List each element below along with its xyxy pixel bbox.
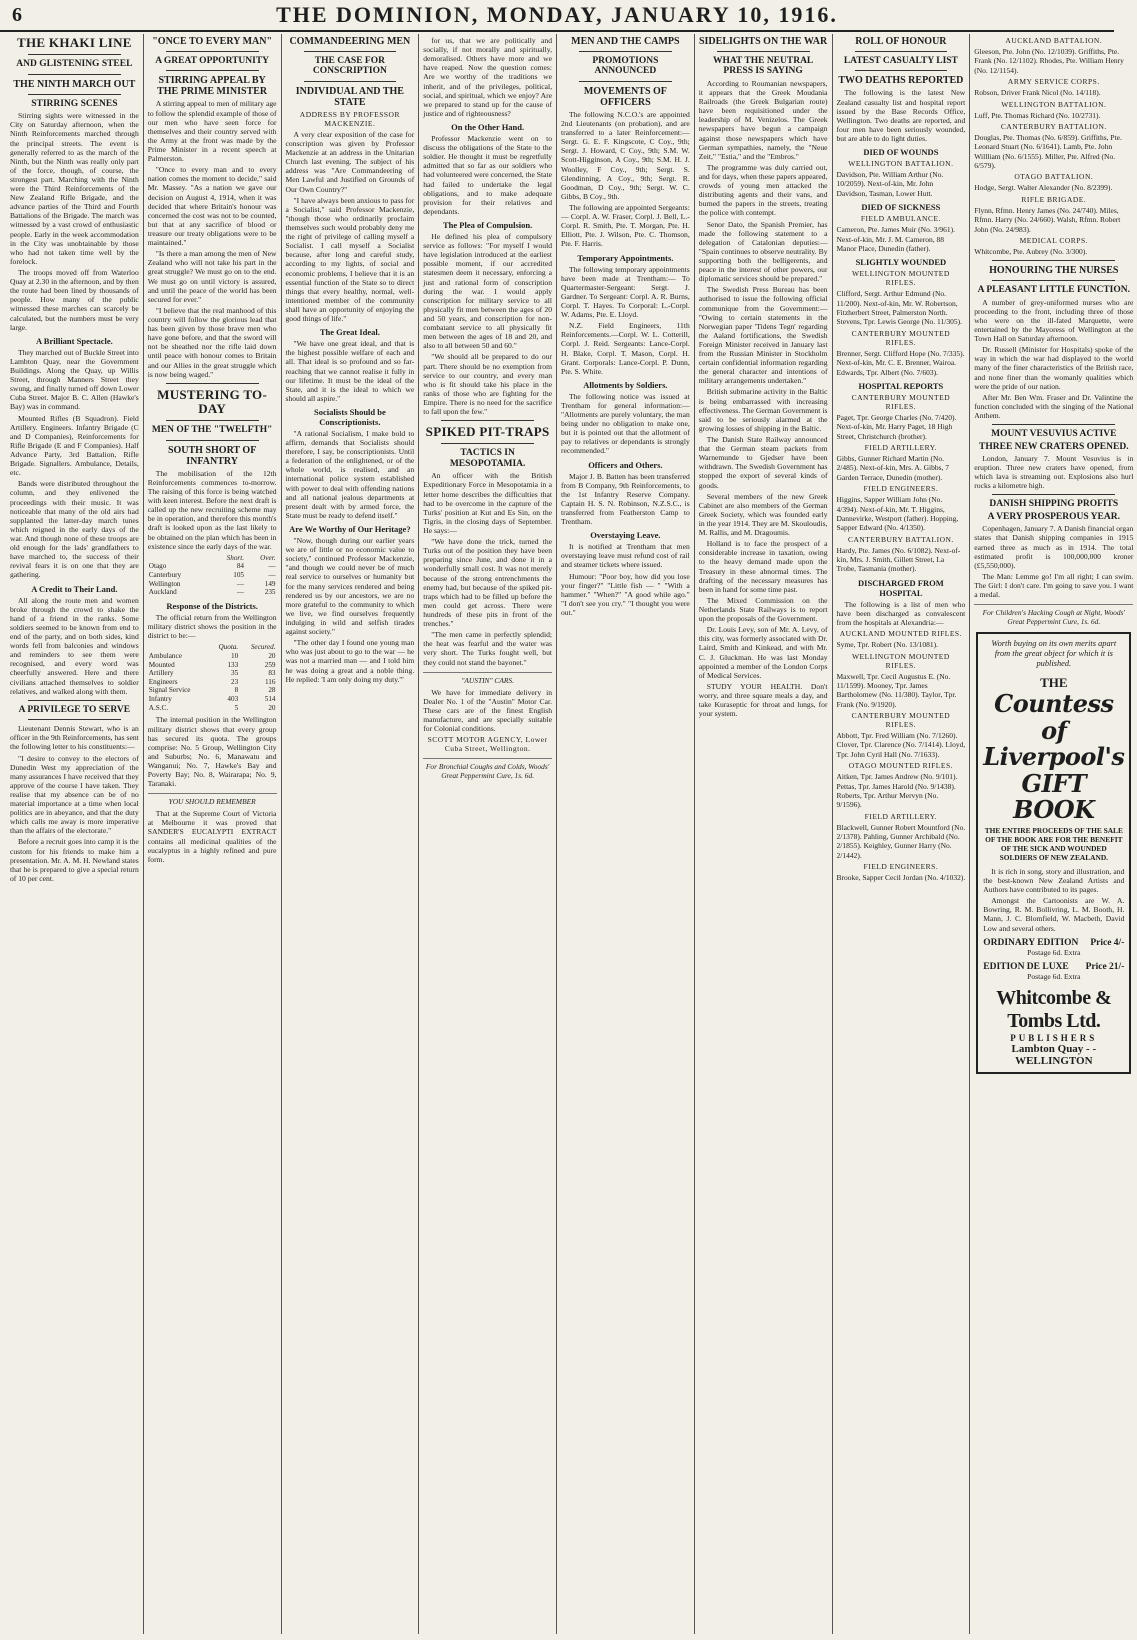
table-row: Auckland — 235 [148, 588, 276, 597]
article-paragraph: Bands were distributed throughout the column, and they enlivened the proceedings with their music. It was noticeable that many of the old airs had supplanted the latter-day march tunes which reigned in the early days of the war. And though none of these troops are old enough for the lads' grandfathers to have marched to, the success of their revival fears it is on one that they are gathering. [10, 479, 139, 580]
article-paragraph: The official return from the Wellington military district shows the position in the district to be:— [147, 612, 277, 641]
section-subhead: DISCHARGED FROM HOSPITAL [858, 577, 944, 598]
article-paragraph: "The men came in perfectly splendid; the heat was fearful and the water was very short. The Turks fought well, but they could not stand the bayonet." [423, 630, 552, 667]
columns [6, 34, 1134, 1634]
unit-heading: MEDICAL CORPS. [1019, 235, 1089, 245]
section-subhead: HOSPITAL REPORTS [858, 380, 944, 391]
section-subhead: DIED OF SICKNESS [861, 202, 941, 213]
article-paragraph: "A rational Socialism, I make bold to affirm, demands that Socialists should therefore, I say, be conscriptionists. Until a federation of the enlightened, or of the whole world, is realised, and an international police system established with power to deal with offending nations and all national jealous departments at present dealt with by armed force, the State must be ready to defend itself." [285, 428, 415, 520]
table-row: Ambulance 10 20 [148, 651, 276, 660]
subheadline: A GREAT OPPORTUNITY [155, 56, 270, 66]
subheadline: PROMOTIONS ANNOUNCED [592, 56, 659, 77]
deluxe-edition-line [983, 962, 1124, 972]
section-subhead: Socialists Should be Conscriptionists. [313, 406, 386, 427]
article-paragraph: According to Roumanian newspapers, it appears that the Greek Moudania Railroads (the Greek Bulgarian route) have been requisitioned under the leadership of M. Venizelos. The Greek newspapers have begun a campaign against those newspapers which have German sympathies, namely, the "Neue Zeit," "Estia," and the "Embros." [698, 78, 828, 161]
article-paragraph: "Now, though during our earlier years we are of little or no economic value to society," continued Professor Mackenzie, "and though we could never be of much real service to ourselves or humanity but for the many services rendered and being rendered us by our ancestors, we are no more grateful to the community to which we live, we find ourselves frequently indulging in wild and selfish tirades against society." [285, 536, 415, 637]
advertisement-tagline: Worth buying on its own merits apart from the great object for which it is published. [991, 639, 1117, 669]
headline: A PRIVILEGE TO SERVE [18, 704, 131, 715]
table-row: Mounted 133 259 [148, 660, 276, 669]
article-paragraph: "We should all be prepared to do our part. There should be no exemption from service to our country, and every man who is fit should take his place in the ranks of those who are fighting for the Empire. There is no need for the sacrifice to fall upon the few." [423, 352, 552, 417]
advertisement-text: That at the Supreme Court of Victoria at Melbourne it was proved that SANDER'S EUCALYPTI EXTRACT contains all medicinal qualities of the eucalyptus in a highly refined and pure form. [147, 809, 277, 864]
subheadline: THE NINTH MARCH OUT [13, 78, 136, 90]
article-paragraph: The Danish State Railway announced that the German steam packets from Warnemunde to Gjedser have been withdrawn. The Swedish Government has stopped the export of several kinds of goods. [698, 435, 828, 490]
subheadline: A VERY PROSPEROUS YEAR. [987, 511, 1120, 522]
article-paragraph: Before a recruit goes into camp it is the custom for his friends to make him a presentation. Mr. A. M. H. Newland states that he is prepared to give a special return of 10 per cent. [10, 837, 139, 883]
subheadline: MOVEMENTS OF OFFICERS [583, 85, 667, 108]
article-paragraph: for us, that we are politically and socially, if not morally and spiritually, demoralised. Others have more and we have reaped. Now the question comes: Are we worthy of the traditions we inherit, and of the privileges, political, social, and spiritual, which we enjoy? Are we prepared to stand up for the cause of justice and of righteousness? [423, 36, 552, 118]
subheadline: WHAT THE NEUTRAL PRESS IS SAYING [712, 56, 814, 77]
article-paragraph: The following is the latest New Zealand casualty list and hospital report issued by the Base Records Office, Wellington. Two deaths are reported, and four men have been seriously wounded, but are able to do light duties. [836, 88, 966, 143]
casualty-entry: Whitcombe, Pte. Aubrey (No. 3/300). [974, 246, 1088, 256]
unit-heading: AUCKLAND MOUNTED RIFLES. [839, 629, 962, 639]
article-paragraph: All along the route men and women broke through the crowd to shake the hand of a friend in the ranks. Some soldiers seemed to be known from end to end of the party, and on both sides, kind words fell from balconies and windows and reminders to see them were recognised, and every word was cheerfully answered. Here and there civilians attached themselves to soldier relatives, and walked along with them. [10, 595, 139, 696]
article-paragraph: The Swedish Press Bureau has been authorised to issue the following official communique from the Government:— "Owing to certain statements in the Norwegian paper 'Tidens Tegn' regarding the Aaland fortifications, the Swedish Foreign Minister received in January last from the Russian Minister in Stockholm certain confidential information regarding the general character and intentions of military arrangements undertaken." [698, 285, 828, 386]
casualty-entry: Higgins, Sapper William John (No. 4/394). Next-of-kin, Mr. T. Higgins, Dannevirke, Westport (father). Hopping, Sapper Edward (No. 4/1350). [836, 495, 959, 533]
unit-heading: FIELD AMBULANCE. [860, 214, 941, 224]
deluxe-edition-label: EDITION DE LUXE [983, 961, 1069, 972]
column-7 [833, 34, 971, 1634]
table-row: Otago 84 — [148, 562, 276, 571]
headline: MEN AND THE CAMPS [571, 36, 680, 47]
unit-heading: FIELD ENGINEERS. [863, 862, 939, 872]
unit-heading: RIFLE BRIGADE. [1021, 194, 1087, 204]
article-paragraph: A number of grey-uniformed nurses who are proceeding to the front, including three of those who were on the ill-fated Marquette, were entertained by the Mayoress of Wellington at the Town Hall on Saturday afternoon. [974, 297, 1134, 344]
article-paragraph: "Is there a man among the men of New Zealand who will not take his part in the great struggle? We must go on to the end. We must go on until victory is assured, and until the peace of the world has been secured for ever." [147, 249, 277, 304]
casualty-entry: Syme, Tpr. Robert (No. 13/1081). [836, 640, 939, 650]
publisher-name: Whitcombe & Tombs Ltd. [996, 986, 1112, 1032]
article-paragraph: The following is a list of men who have been discharged as convalescent from the hospitals at Alexandria:— [836, 599, 966, 628]
subheadline: INDIVIDUAL AND THE STATE [295, 85, 404, 108]
article-paragraph: Stirring sights were witnessed in the City on Saturday afternoon, when the Ninth Reinforcements marched through the principal streets. The event is generally referred to as the march of the Ninth, but the Ninth was really only part of the force, though, of course, the strongest part. Marching with the Ninth were the Third Reinforcements of the New Zealand Rifle Brigade, and the advance parties of the Third and Fourth Battalions of the Brigade. The march was witnessed by a vast crowd of enthusiastic people. Early in the week accommodation in the City was unobtainable by those who had not taken time well by the forelock. [10, 111, 139, 266]
postage-note: Postage 6d. Extra [1027, 971, 1081, 981]
unit-heading: WELLINGTON BATTALION. [848, 159, 954, 169]
column-6 [695, 34, 833, 1634]
subheadline: TACTICS IN MESOPOTAMIA. [449, 448, 526, 469]
headline: THE KHAKI LINE [17, 35, 132, 50]
article-paragraph: N.Z. Field Engineers, 11th Reinforcements.—Corpl. W. L. Cotterill, Corpl. J. Reid. Sergeants: Lance-Corpl. H. Blake, Corpl. T. Mason, Corpl. H. Grant. Corporals: Lance-Corpl. P. Dunn, Pte. S. White. [561, 321, 690, 376]
casualty-entry: Davidson, Pte. William Arthur (No. 10/2059). Next-of-kin, Mr. John Davidson, Tasman, Lower Hutt. [836, 170, 944, 198]
casualty-entry: Brooke, Sapper Cecil Jordan (No. 4/1032). [836, 873, 966, 883]
unit-heading: ARMY SERVICE CORPS. [1007, 77, 1100, 87]
subheadline: A PLEASANT LITTLE FUNCTION. [977, 285, 1130, 296]
column-2 [144, 34, 282, 1634]
section-subhead: SLIGHTLY WOUNDED [855, 257, 947, 268]
subheadline: THREE NEW CRATERS OPENED. [979, 441, 1129, 452]
unit-heading: CANTERBURY MOUNTED RIFLES. [851, 328, 951, 347]
subheadline: SOUTH SHORT OF INFANTRY [167, 444, 257, 467]
article-paragraph: The troops moved off from Waterloo Quay at 2.30 in the afternoon, and by then the route had been lined by thousands of people. How many of the public witnessed these marches can scarcely be calculated, but the numbers must be very large. [10, 268, 139, 332]
article-paragraph: Professor Mackenzie went on to discuss the obligations of the State to the soldier. He thought it must be regretfully admitted that so far as our soldiers who had volunteered were concerned, the State had failed to undertake the legal obligations, and to make adequate provision for their relatives and dependants. [423, 133, 552, 216]
deluxe-edition-price: Price 21/- [1085, 961, 1125, 972]
publisher-address: Lambton Quay - - WELLINGTON [1011, 1042, 1097, 1067]
headline: MUSTERING TO-DAY [157, 386, 268, 417]
advertisement-article: THE [1040, 675, 1068, 691]
article-paragraph: The following notice was issued at Trentham for general information:— "Allotments are purely voluntary, the man being under no obligation to make one, but it is pointed out that the allotment of pay to relatives or dependants is strongly recommended." [561, 391, 690, 456]
headline: SPIKED PIT-TRAPS [425, 424, 550, 440]
article-paragraph: The following are appointed Sergeants:— Corpl. A. W. Fraser, Corpl. J. Bell, L.-Corpl. R. Smith, Pte. T. Morgan, Pte. H. Elliott, Pte. J. Wilson, Pte. C. Thomson, Pte. F. Harris. [561, 202, 690, 249]
article-paragraph: Copenhagen, January 7. A Danish financial organ states that Danish shipping companies in 1915 earned three as much as in 1914. The total estimated profit is 100,000,000 kroner (£5,550,000). [974, 524, 1134, 570]
headline: MOUNT VESUVIUS ACTIVE [991, 429, 1117, 440]
article-paragraph: The following temporary appointments have been made at Trentham:— To Quartermaster-Sergeant: Sergt. J. Gardner. To Sergeant: Corpl. A. R. Burns, Corpl. T. Hayes. To Corporal: L.-Corpl. W. Adams, Pte. E. Lloyd. [561, 264, 690, 320]
section-subhead: The Plea of Compulsion. [442, 219, 533, 230]
unit-heading: FIELD ARTILLERY. [864, 443, 938, 453]
article-paragraph: Humour: "Poor boy, how did you lose your finger?" "Little fish — " "With a hammer." "When?" "A good while ago." "I don't see you cry." "I thought you were out." [561, 571, 690, 618]
unit-heading: FIELD ENGINEERS. [863, 484, 939, 494]
table-row: Canterbury 105 — [148, 571, 276, 580]
headline: COMMANDEERING MEN [289, 36, 411, 47]
article-paragraph: Several members of the new Greek Cabinet are also members of the German Greek Society, which was founded early in the year 1914. They are M. Skouloudis, M. Rallis, and M. Dragoumis. [698, 491, 828, 538]
article-paragraph: Major J. B. Batten has been transferred from B Company, 9th Reinforcements, to the 1st Infantry Reserve Company. Captain H. S. N. Robinson, N.Z.S.C., is transferred from Featherston Camp to Trentham. [561, 471, 690, 527]
article-paragraph: "We have done the trick, turned the Turks out of the position they have been preparing since June, and done it in a wonderfully small cost. It was not merely because of the strong entrenchments the enemy had, but because of the spiked pit-traps which had to be filled up before the men could get across. There were hundreds of these pits in front of the trenches." [423, 537, 552, 629]
advertisement-text: We have for immediate delivery in Dealer No. 1 of the "Austin" Motor Car. These cars are of the finest English manufacture, and are specially suitable for Colonial conditions. [423, 687, 552, 734]
headline: "ONCE TO EVERY MAN" [152, 36, 272, 47]
article-paragraph: Senor Dato, the Spanish Premier, has made the following statement to a delegation of Catalonian deputies:— "Spain continues to observe neutrality. By supporting both the belligerents, and peace in the interest of other powers, our diplomatic services should be prepared." [698, 219, 828, 284]
advertisement-heading: YOU SHOULD REMEMBER [148, 793, 277, 806]
subheadline: THE CASE FOR CONSCRIPTION [312, 56, 387, 77]
article-paragraph: A very clear exposition of the case for conscription was given by Professor Mackenzie at an address in the Unitarian Church last evening. The subject of his address was "Are Commandeering of Men Lawful and Justified on Grounds of Our Own Country?" [285, 129, 415, 194]
casualty-entry: Gibbs, Gunner Richard Martin (No. 2/485). Next-of-kin, Mrs. A. Gibbs, 7 Garden Terrace, Dunedin (mother). [836, 454, 949, 482]
headline: DANISH SHIPPING PROFITS [989, 499, 1119, 510]
article-paragraph: "I have always been anxious to pass for a Socialist," said Professor Mackenzie, "though those who ordinarily proclaim themselves such would probably deny me the right of privilege of calling myself a Socialist. I call myself a Socialist because, after long and careful study, according to my lights, of social and economic problems, I believe that it is an essential function of the State so to direct things that every healthy, normal, well-intentioned member of the community shall have an opportunity of enjoying the good things of life." [285, 195, 415, 324]
casualty-entry: Robson, Driver Frank Nicol (No. 14/118). [974, 88, 1101, 98]
gift-book-description: It is rich in song, story and illustration, and the best-known New Zealand Artists and Authors have contributed to its pages. [983, 866, 1125, 895]
article-paragraph: The mobilisation of the 12th Reinforcements commences to-morrow. The raising of this force is being watched with keen interest. Before the next draft is called up the new recruiting scheme may be in operation, and therefore this month's draft is looked upon as the last likely to be obtained on the plan which has been in existence since the early days of the war. [147, 468, 277, 551]
advertisement-line: For Children's Hacking Cough at Night, Woods' Great Peppermint Cure, 1s. 6d. [974, 604, 1133, 626]
unit-heading: CANTERBURY MOUNTED RIFLES. [851, 711, 951, 730]
advertisement-address: SCOTT MOTOR AGENCY, Lower Cuba Street, Wellington. [427, 735, 548, 754]
article-paragraph: The Man: Lemme go! I'm all right; I can swim. The Girl: I don't care. I'm going to save you. I want a medal. [974, 571, 1134, 600]
page-number: 6 [12, 4, 22, 26]
casualty-entry: Hodge, Sergt. Walter Alexander (No. 8/2399). [974, 183, 1113, 193]
masthead [0, 0, 1114, 32]
article-paragraph: Holland is to face the prospect of a considerable increase in taxation, owing to the heavy demand made upon the Treasury in these abnormal times. The drafting of the necessary measures has been in hand for some time past. [698, 539, 828, 594]
column-1 [6, 34, 144, 1634]
subheadline: STIRRING APPEAL BY THE PRIME MINISTER [157, 75, 268, 98]
article-paragraph: The following N.C.O.'s are appointed 2nd Lieutenants (on probation), and are transferred to a later Reinforcement:— Sergt. G. E. F. Kingscote, C Coy., 9th; Sergt. J. Howard, C Coy., 9th; S.M. W. Scott-Higginson, A Coy., 9th; S.M. H. J. Woolley, F Coy., 9th; Sergt. S. Glendinning, A Coy., 9th; Sergt. R. Goodman, D Coy., 9th; Sergt. W. C. Gibbs, B Coy., 9th. [561, 109, 690, 201]
casualty-entry: Gleeson, Pte. John (No. 12/1039). Griffiths, Pte. Frank (No. 12/1102). Rhodes, Pte. William Henry (No. 12/1154). [974, 47, 1124, 75]
article-paragraph: Mounted Rifles (B Squadron). Field Artillery. Engineers. Infantry Brigade (C and D Companies), Reinforcements for Rifle Brigade (E and F Companies). Half Advance Party, 3rd Battalion, Rifle Brigade. Signallers. Ambulance, Details, etc. [10, 413, 139, 478]
section-subhead: Overstaying Leave. [590, 530, 661, 541]
casualty-entry: Paget, Tpr. George Charles (No. 7/420). Next-of-kin, Mr. Harry Paget, 18 High Street, Christchurch (brother). [836, 412, 957, 441]
article-paragraph: "We have one great ideal, and that is the highest possible welfare of each and all. That ideal is so profound and so far-reaching that we cannot realise it fully in our lifetime. It must be the ideal of the State, and it is the ideal to which we should all aspire." [285, 339, 415, 403]
section-subhead: The Great Ideal. [319, 327, 380, 338]
advertisement-heading: "AUSTIN" CARS. [423, 672, 552, 685]
casualty-entry: Aitken, Tpr. James Andrew (No. 9/101). Pettas, Tpr. James Harold (No. 9/1438). Roberts, Tpr. Arthur Mervyn (No. 9/1596). [836, 772, 958, 810]
article-paragraph: "I desire to convey to the electors of Dunedin West my appreciation of the many assurances I have received that they approve of the course I have taken. They realise that my absence can be of no material importance at a time when local politics are in abeyance, and that the duty which calls me away is more imperative than the affairs of the electorate." [10, 753, 139, 836]
article-paragraph: Dr. Louis Levy, son of Mr. A. Levy, of this city, was formerly associated with Dr. Laird, Smith and Kinkead, and with Mr. C. J. Gluckman. He was last Monday appointed a member of the London Corps of Medical Services. [698, 625, 828, 680]
article-paragraph: Dr. Russell (Minister for Hospitals) spoke of the way in which the war had displayed to the world many of the finer characteristics of the British race, and none finer than the womanly qualities which were the pride of our nation. [974, 345, 1134, 391]
quota-table: Short. Over. Otago 84 — Canterbury 105 — Wellington — 149 Auckland — 235 [148, 553, 276, 597]
article-paragraph: British submarine activity in the Baltic is being embarrassed with increasing effectiveness. The German Government is said to be seriously alarmed at the growing losses of shipping in the Baltic. [698, 387, 828, 433]
casualty-entry: Cameron, Pte. James Muir (No. 3/961). Next-of-kin, Mr. J. M. Cameron, 88 Manor Place, Dunedin (father). [836, 225, 956, 253]
casualty-entry: Luff, Pte. Thomas Richard (No. 10/2731). [974, 110, 1101, 120]
unit-heading: FIELD ARTILLERY. [864, 811, 938, 821]
gift-book-contributors: Amongst the Cartoonists are W. A. Bowring, R. M. Bollivring, L. M. Booth, H. Mann, J. C. Blomfield, W. Macbeth, David Low and several others. [983, 896, 1125, 933]
unit-heading: AUCKLAND BATTALION. [1005, 36, 1103, 45]
article-paragraph: The Mixed Commission on the Netherlands State Railways is to report upon the proposals of the Government. [698, 595, 828, 624]
section-subhead: A Brilliant Spectacle. [36, 335, 113, 346]
ordinary-edition-label: ORDINARY EDITION [983, 937, 1079, 948]
casualty-entry: Clifford, Sergt. Arthur Edmund (No. 11/200). Next-of-kin, Mr. W. Robertson, Fitzherbert Street, Palmerston North. Stevens, Tpr. Lewis George (No. 11/305). [836, 289, 962, 327]
unit-heading: OTAGO BATTALION. [1014, 172, 1094, 182]
casualty-entry: Maxwell, Tpr. Cecil Augustus E. (No. 11/1599). Mooney, Tpr. James Bartholomew (No. 11/380). Taylor, Tpr. Frank (No. 9/1920). [836, 671, 957, 709]
article-paragraph: After Mr. Ben Wm. Fraser and Dr. Valintine the function concluded with the singing of the National Anthem. [974, 392, 1134, 420]
headline: HONOURING THE NURSES [989, 265, 1119, 277]
postage-note: Postage 6d. Extra [1027, 947, 1081, 957]
article-paragraph: London, January 7. Mount Vesuvius is in eruption. Three new craters have opened, from which lava is streaming out. Explosions also hurl rocks a kilometre high. [974, 453, 1134, 491]
section-subhead: Response of the Districts. [166, 600, 258, 611]
unit-heading: CANTERBURY BATTALION. [1000, 121, 1107, 131]
table-row: Infantry 403 514 [148, 695, 276, 704]
column-8 [970, 34, 1137, 1634]
column-5 [557, 34, 695, 1634]
casualty-entry: Douglas, Pte. Thomas (No. 6/859). Griffiths, Pte. Leonard Stuart (No. 6/1641). Lamb, Pte. John Willliam (No. 6/1555). Miller, Pte. Alfred (No. 6/579). [974, 132, 1122, 170]
ordinary-edition-price: Price 4/- [1090, 937, 1125, 948]
article-paragraph: "The other day I found one young man who was just about to go to the war — he was not a married man — and I told him he was doing a great and a noble thing. He replied: 'I am only doing my duty.'" [285, 638, 415, 684]
subheadline: MEN OF THE "TWELFTH" [151, 425, 273, 436]
headline: SIDELIGHTS ON THE WAR [698, 36, 828, 47]
article-paragraph: Lieutenant Dennis Stewart, who is an officer in the 9th Reinforcements, has sent the following letter to his constituents:— [10, 724, 139, 752]
section-subhead: On the Other Hand. [451, 121, 525, 132]
district-table: Quota. Secured. Ambulance 10 20 Mounted 133 259 Artillery 35 83 Engineers 23 116 Signal Service 8 28 Infantry 403 514 A.S.C. 5 20 [148, 643, 276, 712]
section-subhead: Allotments by Soldiers. [583, 379, 668, 390]
advertisement-line: For Bronchial Coughs and Colds, Woods' Great Peppermint Cure, 1s. 6d. [423, 758, 552, 780]
article-paragraph: A stirring appeal to men of military age to follow the splendid example of those of our men who have seen force for themselves and their country served with the Army at the front was made by the Prime Minister in a recent speech at Palmerston. [147, 99, 277, 164]
publisher-label: PUBLISHERS [1010, 1032, 1098, 1043]
casualty-entry: Flynn, Rfmn. Henry James (No. 24/740). Miles, Rfmn. Harry (No. 24/660). Walsh, Rfmn. Robert John (No. 24/983). [974, 205, 1121, 234]
unit-heading: WELLINGTON BATTALION. [1001, 99, 1107, 109]
subheadline: TWO DEATHS REPORTED [838, 75, 964, 87]
newspaper-title: THE DOMINION, MONDAY, JANUARY 10, 1916. [276, 2, 838, 27]
ordinary-edition-line [983, 938, 1124, 948]
article-paragraph: An officer with the British Expeditionary Force in Mesopotamia in a letter home describes the difficulties that had to be overcome in the capture of the Turks' position at Kut and Es Sin, on the Tigris, in the closing days of September. He says:— [423, 471, 552, 535]
section-subhead: A Credit to Their Land. [31, 583, 118, 594]
unit-heading: WELLINGTON MOUNTED RIFLES. [851, 269, 950, 288]
byline: ADDRESS BY PROFESSOR MACKENZIE. [299, 109, 400, 128]
section-subhead: Temporary Appointments. [577, 252, 674, 263]
subheadline: LATEST CASUALTY LIST [843, 56, 958, 66]
casualty-entry: Blackwell, Gunner Robert Mountford (No. 2/1378). Pahling, Gunner Archibald (No. 2/1855). Keighley, Gunner Harry (No. 2/1442). [836, 822, 966, 860]
article-paragraph: The programme was duly carried out, and for days, when these papers appeared, crowds of young men attacked the distributing agents and their vans, and burned the papers in the streets, treating the police with contempt. [698, 162, 828, 218]
article-paragraph: "I believe that the real manhood of this country will follow the glorious lead that has been given by those brave men who have gone before, and that the sword will not be sheathed nor the rifle laid down until peace with honour comes to Britain and our Allies in the great struggle which is now being waged." [147, 305, 277, 379]
section-subhead: Officers and Others. [588, 459, 663, 470]
article-paragraph: He defined his plea of compulsory service as follows: "For myself I would have legislation introduced at the earliest possible moment, if our accredited statesmen deem it necessary, enforcing a just and rational form of conscription during the war. I would apply conscription for military service to all physically fit men between the ages of 20 and 50 years, and conscription for non-combatant service to all physically fit men between the ages of 18 and 20, and also to all between 50 and 60." [423, 231, 552, 351]
casualty-entry: Hardy, Pte. James (No. 6/1082). Next-of-kin, Mrs. J. Smith, Gillett Street, La Trobe, Tasmania (mother). [836, 545, 961, 574]
gift-book-purpose: THE ENTIRE PROCEEDS OF THE SALE OF THE BOOK ARE FOR THE BENEFIT OF THE SICK AND WOUNDED SOLDIERS OF NEW ZEALAND. [984, 826, 1123, 862]
table-row: Signal Service 8 28 [148, 686, 276, 695]
gift-book-advertisement [976, 632, 1131, 1073]
article-paragraph: The internal position in the Wellington military district shows that every group has secured its quota. The groups comprise: No. 5 Group, Wellington City and Suburbs; No. 6, Manawatu and Wanganui; No. 7, Hawke's Bay and Poverty Bay; No. 8, Wairarapa; No. 9, Taranaki. [147, 715, 277, 789]
unit-heading: CANTERBURY MOUNTED RIFLES. [851, 392, 951, 411]
unit-heading: WELLINGTON MOUNTED RIFLES. [851, 651, 950, 670]
table-row: A.S.C. 5 20 [148, 703, 276, 712]
advertisement-text: STUDY YOUR HEALTH. Don't worry, and three square meals a day, and take Kuraseptic for throat and lungs, for your system. [698, 681, 828, 719]
table-row: Wellington — 149 [148, 579, 276, 588]
casualty-entry: Brenner, Sergt. Clifford Hope (No. 7/335). Next-of-kin, Mr. C. E. Brenner, Wairoa. Edwards, Tpr. Albert (No. 7/603). [836, 348, 965, 377]
column-4 [419, 34, 557, 1634]
casualty-entry: Abbott, Tpr. Fred William (No. 7/1260). Clover, Tpr. Clarence (No. 7/1414). Lloyd, Tpr. John Cyril Hall (No. 7/1633). [836, 731, 966, 759]
unit-heading: CANTERBURY BATTALION. [847, 534, 954, 544]
article-paragraph: "Once to every man and to every nation comes the moment to decide," said Mr. Massey. "As a nation we gave our decision on August 4, 1914, when it was decided that where Britain's honour was concerned the cost was not to be counted, but that at any sacrifice of blood or treasure our treaty obligations were to be maintained." [147, 165, 277, 248]
article-paragraph: It is notified at Trentham that men overstaying leave must refund cost of rail and steamer tickets where issued. [561, 542, 690, 570]
subheadline: STIRRING SCENES [31, 98, 118, 109]
gift-book-title: Countess of Liverpool's GIFT BOOK [983, 689, 1125, 824]
unit-heading: OTAGO MOUNTED RIFLES. [848, 761, 954, 771]
table-row: Artillery 35 83 [148, 669, 276, 678]
article-paragraph: They marched out of Buckle Street into Lambton Quay, near the Government Buildings. Along the Quay, up Willis Street, through Manners Street they swung, and finally turned off down Lower Cuba Street. Major B. C. Allen (Hawke's Bay) was in command. [10, 347, 139, 412]
column-3 [282, 34, 420, 1634]
subheadline: AND GLISTENING STEEL [16, 59, 133, 70]
table-row: Engineers 23 116 [148, 677, 276, 686]
headline: ROLL OF HONOUR [855, 36, 947, 47]
section-subhead: Are We Worthy of Our Heritage? [289, 524, 411, 535]
section-subhead: DIED OF WOUNDS [863, 147, 939, 158]
